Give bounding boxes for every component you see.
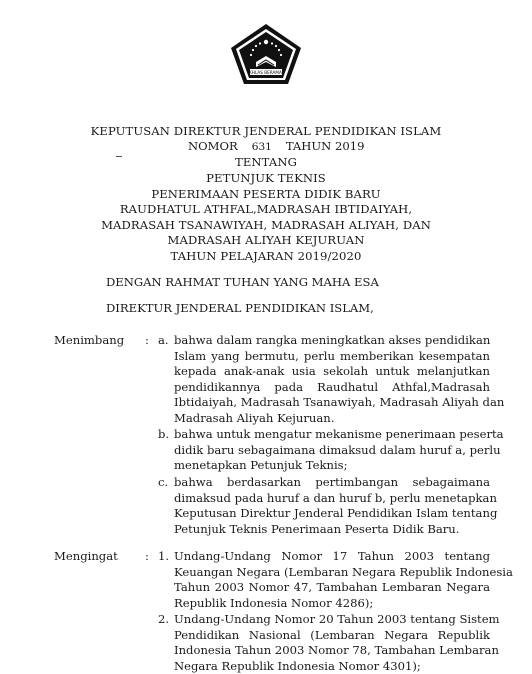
svg-text:IKHLAS BERAMAL: IKHLAS BERAMAL: [247, 69, 285, 75]
subject-line-2: PENERIMAAN PESERTA DIDIK BARU: [151, 187, 381, 201]
text-line: Indonesia Tahun 2003 Nomor 78, Tambahan Lembaran: [174, 643, 499, 658]
menimbang-item-c: [174, 475, 498, 537]
text-line: bahwa berdasarkan pertimbangan sebagaimana: [174, 475, 490, 489]
text-line: Islam yang bermutu, perlu memberikan kesempatan: [174, 348, 490, 363]
menimbang-item-a: [174, 333, 505, 427]
subject-line-5: MADRASAH ALIYAH KEJURUAN: [167, 233, 365, 247]
text-line: dimaksud pada huruf a dan huruf b, perlu menetapkan: [174, 490, 497, 505]
text-line: pendidikannya pada Raudhatul Athfal,Madrasah: [174, 379, 490, 394]
nomor-value: 631: [251, 141, 272, 153]
text-line: didik baru sebagaimana dimaksud dalam huruf a, perlu: [174, 442, 501, 457]
mengingat-colon: :: [145, 549, 149, 563]
text-line: Undang-Undang Nomor 20 Tahun 2003 tentang Sistem: [174, 612, 500, 626]
text-line: Tahun 2003 Nomor 47, Tambahan Lembaran Negara: [174, 580, 490, 595]
basmalah-line: DENGAN RAHMAT TUHAN YANG MAHA ESA: [106, 275, 379, 289]
subject-line-6: TAHUN PELAJARAN 2019/2020: [170, 249, 362, 263]
decree-number-line: [188, 139, 365, 153]
item-marker: b.: [158, 427, 170, 441]
menimbang-item-b: [174, 427, 504, 474]
nomor-label: NOMOR: [188, 139, 238, 153]
item-marker: 1.: [158, 549, 170, 563]
kemenag-emblem-icon: [228, 22, 304, 86]
mengingat-item-1: [174, 549, 513, 611]
director-line: DIREKTUR JENDERAL PENDIDIKAN ISLAM,: [106, 301, 374, 315]
text-line: Republik Indonesia Nomor 4286);: [174, 595, 374, 610]
text-line: Negara Republik Indonesia Nomor 4301);: [174, 658, 421, 673]
text-line: menetapkan Petunjuk Teknis;: [174, 458, 348, 473]
tahun-text: TAHUN 2019: [285, 139, 365, 153]
text-line: Madrasah Aliyah Kejuruan.: [174, 410, 335, 425]
subject-line-1: PETUNJUK TEKNIS: [206, 171, 326, 185]
text-line: bahwa untuk mengatur mekanisme penerimaan peserta: [174, 427, 504, 441]
text-line: Pendidikan Nasional (Lembaran Negara Republik: [174, 627, 490, 642]
text-line: bahwa dalam rangka meningkatkan akses pendidikan: [174, 333, 491, 347]
subject-line-3: RAUDHATUL ATHFAL,MADRASAH IBTIDAIYAH,: [119, 202, 413, 216]
subject-line-4: MADRASAH TSANAWIYAH, MADRASAH ALIYAH, DAN: [101, 218, 431, 232]
menimbang-label: Menimbang: [54, 333, 125, 347]
item-marker: 2.: [158, 612, 170, 626]
mengingat-label: Mengingat: [54, 549, 118, 563]
item-marker: a.: [158, 333, 169, 347]
text-line: Ibtidaiyah, Madrasah Tsanawiyah, Madrasah Aliyah dan: [174, 395, 505, 410]
item-marker: c.: [158, 475, 169, 489]
tentang-heading: TENTANG: [235, 155, 297, 169]
decree-title: KEPUTUSAN DIREKTUR JENDERAL PENDIDIKAN ISLAM: [90, 124, 442, 138]
text-line: Petunjuk Teknis Penerimaan Peserta Didik Baru.: [174, 521, 460, 536]
mengingat-item-2: [174, 612, 500, 674]
text-line: Undang-Undang Nomor 17 Tahun 2003 tentang: [174, 549, 490, 563]
menimbang-colon: :: [145, 333, 149, 347]
text-line: kepada anak-anak usia sekolah untuk melanjutkan: [174, 364, 490, 379]
text-line: Keuangan Negara (Lembaran Negara Republik Indonesia: [174, 564, 513, 579]
text-line: Keputusan Direktur Jenderal Pendidikan Islam tentang: [174, 506, 498, 521]
